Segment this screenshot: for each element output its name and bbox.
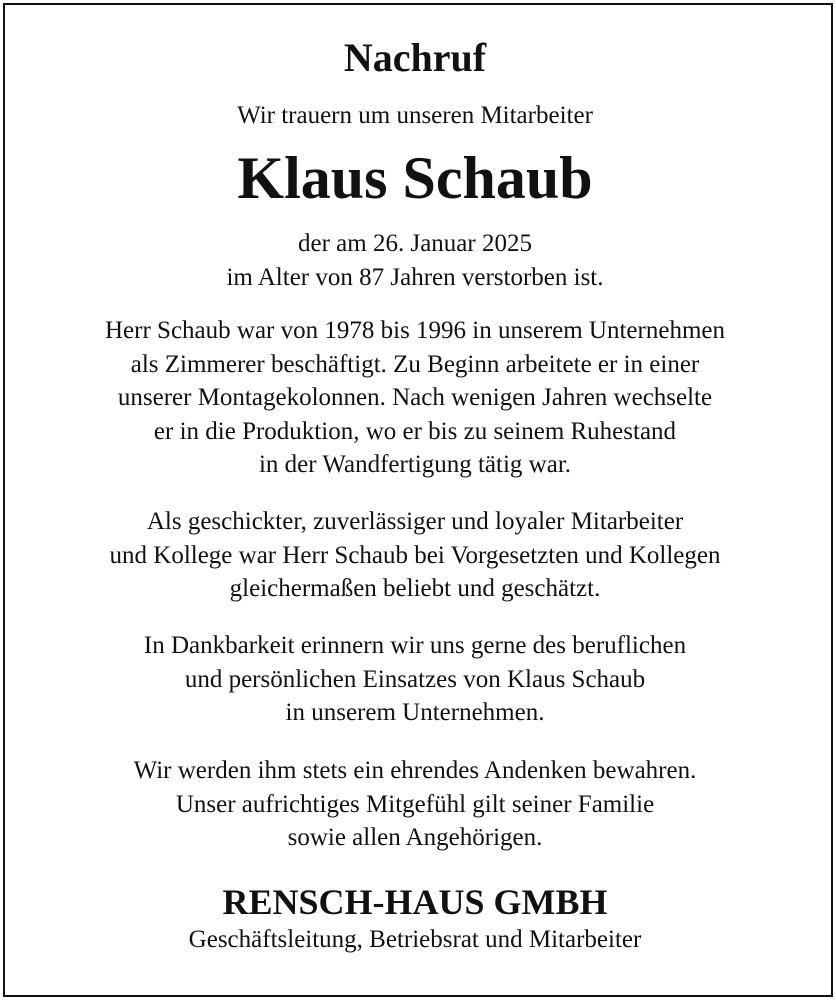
- text-line: Wir werden ihm stets ein ehrendes Andenken bewahren.: [133, 757, 697, 784]
- intro-line: Wir trauern um unseren Mitarbeiter: [237, 102, 593, 129]
- company-name: RENSCH-HAUS GMBH: [222, 882, 608, 922]
- text-line: in unserem Unternehmen.: [285, 699, 545, 726]
- text-line: in der Wandfertigung tätig war.: [258, 451, 572, 478]
- character-paragraph: [0, 505, 830, 606]
- text-line: gleichermaßen beliebt und geschätzt.: [229, 575, 601, 602]
- text-line: und persönlichen Einsatzes von Klaus Schaub: [184, 665, 646, 693]
- condolence-paragraph: [0, 754, 830, 855]
- deceased-name: Klaus Schaub: [237, 145, 593, 211]
- text-line: In Dankbarkeit erinnern wir uns gerne des beruflichen: [143, 632, 687, 659]
- page-title: Nachruf: [343, 35, 487, 80]
- text-line: unserer Montagekolonnen. Nach wenigen Jahren wechselte: [117, 384, 713, 411]
- signature-subline: Geschäftsleitung, Betriebsrat und Mitarbeiter: [188, 926, 642, 953]
- text-line: und Kollege war Herr Schaub bei Vorgesetzten und Kollegen: [109, 541, 721, 569]
- gratitude-paragraph: [0, 629, 830, 730]
- text-line: als Zimmerer beschäftigt. Zu Beginn arbeitete er in einer: [130, 350, 700, 378]
- text-line: im Alter von 87 Jahren verstorben ist.: [226, 263, 604, 291]
- death-details-paragraph: [0, 227, 830, 294]
- text-line: Unser aufrichtiges Mitgefühl gilt seiner Familie: [175, 790, 655, 818]
- text-line: er in die Produktion, wo er bis zu seinem Ruhestand: [153, 417, 677, 445]
- text-line: Herr Schaub war von 1978 bis 1996 in unserem Unternehmen: [105, 317, 725, 344]
- text-line: der am 26. Januar 2025: [298, 230, 532, 257]
- career-paragraph: [0, 314, 830, 482]
- text-line: Als geschickter, zuverlässiger und loyaler Mitarbeiter: [146, 508, 684, 535]
- text-line: sowie allen Angehörigen.: [287, 824, 543, 851]
